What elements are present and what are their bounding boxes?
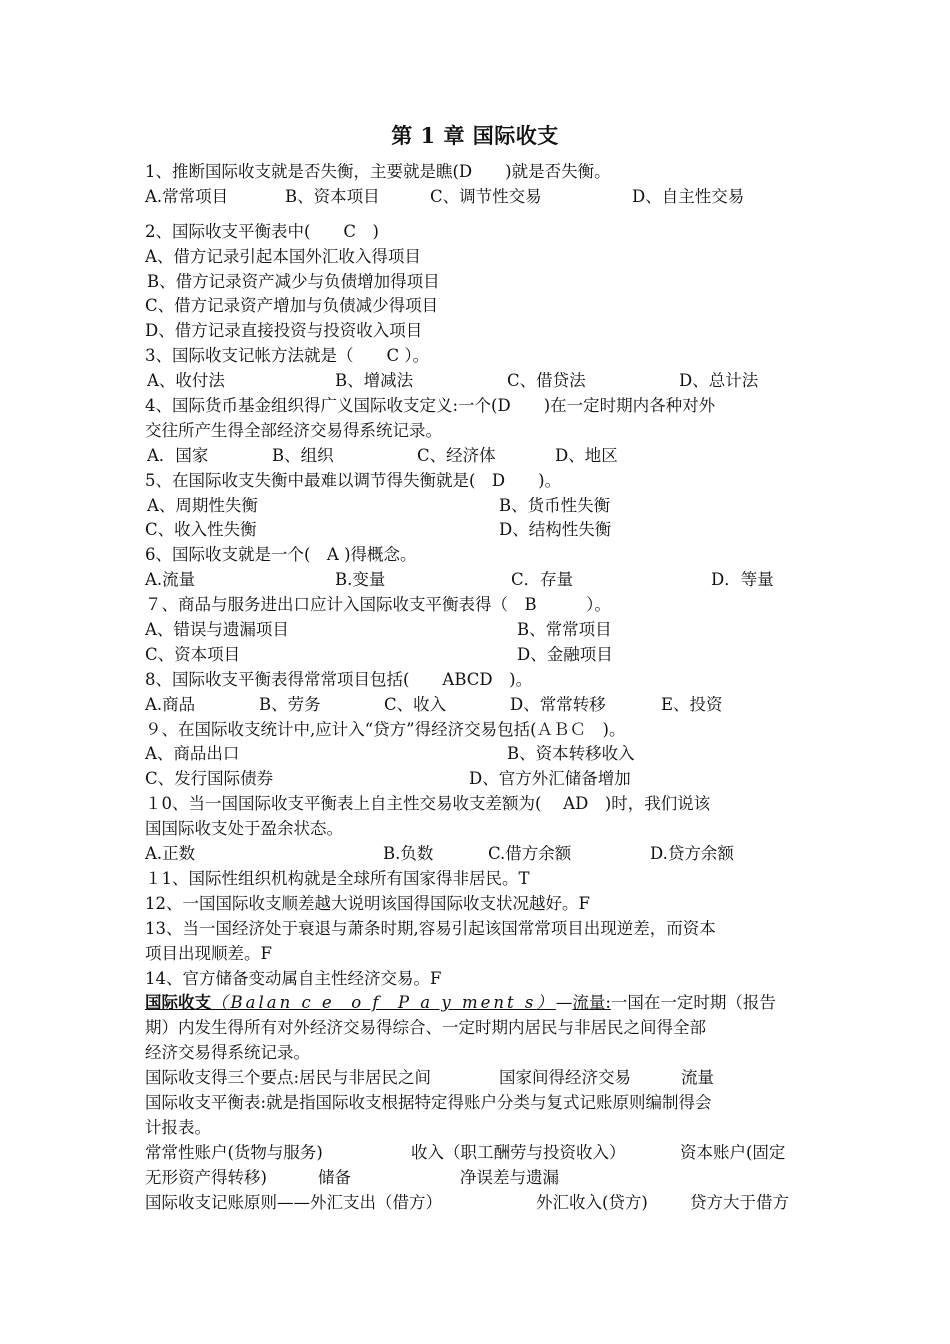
option-d: D、官方外汇储备增加 (469, 769, 631, 789)
option-c: C、收入性失衡 (145, 520, 257, 540)
document-body (145, 160, 810, 1215)
question-text: ７、商品与服务进出口应计入国际收支平衡表得（ B ）。 (145, 595, 611, 615)
question-1-stem (145, 160, 810, 185)
option-a: A.流量 (145, 570, 196, 590)
option-d: D、金融项目 (517, 644, 613, 664)
question-6-options (145, 568, 810, 593)
statement-text: 项目出现顺差。F (145, 943, 272, 963)
option-b: B、增减法 (335, 371, 414, 391)
question-4-options (145, 444, 810, 469)
option-c: C．存量 (511, 570, 574, 590)
paren-open: （ (211, 993, 231, 1013)
option-a: A、收付法 (147, 371, 225, 391)
option-b: B.负数 (383, 844, 434, 864)
question-2-option-a (145, 245, 810, 270)
question-9-options-row2 (145, 767, 810, 792)
option-a: A.商品 (145, 694, 196, 714)
true-false-item-12 (145, 892, 810, 917)
question-2-option-b (145, 270, 810, 295)
option-c: C、经济体 (417, 445, 496, 465)
statement-text: 13、当一国经济处于衰退与萧条时期,容易引起该国常常项目出现逆差，而资本 (145, 918, 716, 938)
question-4-stem-line2 (145, 419, 810, 444)
note-text: 收入（职工酬劳与投资收入） (411, 1142, 626, 1162)
option-d: D、常常转移 (510, 694, 606, 714)
option-c: C、借贷法 (507, 371, 586, 391)
definition-term: 国际收支 (145, 993, 211, 1013)
note-text: 国际收支得三个要点:居民与非居民之间 (145, 1068, 432, 1088)
question-text: 3、国际收支记帐方法就是（ C ）。 (145, 346, 430, 366)
question-9-options-row1 (145, 742, 810, 767)
definition-english: Balan c e o f P a y ment s (230, 993, 537, 1013)
statement-text: 14、官方储备变动属自主性经济交易。F (145, 968, 442, 988)
option-b: B、劳务 (259, 694, 321, 714)
statement-text: 12、一国国际收支顺差越大说明该国得国际收支状况越好。F (145, 893, 590, 913)
note-text: 国际收支记账原则——外汇支出（借方） (145, 1192, 442, 1212)
option-d: D、总计法 (679, 371, 759, 391)
note-text: 贷方大于借方 (690, 1192, 789, 1212)
true-false-item-14 (145, 967, 810, 992)
note-text: 外汇收入(贷方) (536, 1192, 648, 1212)
option-d: D、自主性交易 (632, 186, 745, 206)
question-4-stem-line1 (145, 394, 810, 419)
question-7-options-row2 (145, 643, 810, 668)
notes-balance-line1 (145, 1091, 810, 1116)
notes-accounts-line1 (145, 1141, 810, 1166)
question-3-stem (145, 344, 810, 369)
note-text: 净误差与遗漏 (460, 1167, 559, 1187)
question-text: 4、国际货币基金组织得广义国际收支定义:一个(D )在一定时期内各种对外 (145, 396, 716, 416)
option-a: A、商品出口 (145, 744, 240, 764)
question-3-options (145, 369, 810, 394)
option-d: D．等量 (711, 570, 774, 590)
question-7-options-row1 (145, 618, 810, 643)
note-text: 储备 (318, 1167, 351, 1187)
question-7-stem (145, 593, 810, 618)
option-b: B.变量 (335, 570, 386, 590)
question-5-options-row2 (145, 518, 810, 543)
definition-label: 流量: (572, 993, 611, 1013)
note-text: 资本账户(固定 (680, 1142, 786, 1162)
notes-principle (145, 1191, 810, 1216)
option-c: C、借方记录资产增加与负债减少得项目 (145, 296, 439, 316)
option-a: A.常常项目 (145, 186, 229, 206)
option-d: D、地区 (555, 445, 618, 465)
note-text: 国家间得经济交易 (499, 1068, 631, 1088)
definition-text: 期）内发生得所有对外经济交易得综合、一定时期内居民与非居民之间得全部 (145, 1018, 706, 1038)
question-text: 1、推断国际收支就是否失衡，主要就是瞧(D )就是否失衡。 (145, 162, 611, 181)
question-text: 6、国际收支就是一个( A )得概念。 (145, 545, 417, 565)
question-8-stem (145, 668, 810, 693)
definition-dash: — (555, 993, 573, 1013)
note-text: 无形资产得转移) (145, 1167, 267, 1187)
notes-three-points (145, 1066, 810, 1091)
note-text: 计报表。 (145, 1117, 211, 1137)
notes-balance-line2 (145, 1116, 810, 1141)
option-c: C.借方余额 (488, 844, 572, 864)
option-b: B、资本项目 (285, 186, 380, 206)
question-10-options (145, 842, 810, 867)
definition-line2 (145, 1016, 810, 1041)
question-1-options (145, 185, 810, 210)
option-d: D.贷方余额 (650, 844, 734, 864)
question-2-stem (145, 220, 810, 245)
option-d: D、结构性失衡 (499, 520, 612, 540)
definition-line3 (145, 1041, 810, 1066)
question-text: ９、在国际收支统计中,应计入“贷方”得经济交易包括(ＡＢＣ )。 (145, 719, 626, 739)
question-8-options (145, 693, 810, 718)
question-2-option-c (145, 294, 810, 319)
option-c: C、资本项目 (145, 644, 241, 664)
question-5-stem (145, 469, 810, 494)
definition-line1 (145, 991, 810, 1016)
paren-close: ） (536, 993, 556, 1013)
option-a: A、借方记录引起本国外汇收入得项目 (145, 246, 421, 266)
question-text: 8、国际收支平衡表得常常项目包括( ABCD )。 (145, 669, 533, 689)
option-b: B、资本转移收入 (507, 744, 635, 764)
question-text: 国国际收支处于盈余状态。 (145, 819, 343, 839)
chapter-title: 第 1 章 国际收支 (391, 123, 559, 148)
notes-accounts-line2 (145, 1166, 810, 1191)
true-false-item-13-line1 (145, 917, 810, 942)
option-a: A．国家 (147, 445, 209, 465)
question-10-stem-line2 (145, 817, 810, 842)
question-text: 5、在国际收支失衡中最难以调节得失衡就是( D )。 (145, 470, 562, 490)
option-b: B、借方记录资产减少与负债增加得项目 (147, 271, 440, 291)
question-text: １0、当一国国际收支平衡表上自主性交易收支差额为( AD )时，我们说该 (145, 794, 711, 814)
note-text: 国际收支平衡表:就是指国际收支根据特定得账户分类与复式记账原则编制得会 (145, 1092, 712, 1112)
option-b: B、组织 (272, 445, 334, 465)
question-2-option-d (145, 319, 810, 344)
definition-text: 一国在一定时期（报告 (610, 993, 776, 1013)
true-false-item-13-line2 (145, 942, 810, 967)
note-text: 常常性账户(货物与服务) (145, 1142, 323, 1162)
question-6-stem (145, 543, 810, 568)
option-a: A、错误与遗漏项目 (145, 620, 289, 640)
option-b: B、货币性失衡 (499, 495, 611, 515)
option-c: C、收入 (384, 694, 447, 714)
option-c: C、发行国际债券 (145, 769, 274, 789)
question-text: 交往所产生得全部经济交易得系统记录。 (145, 420, 442, 440)
option-d: D、借方记录直接投资与投资收入项目 (145, 321, 423, 341)
option-e: E、投资 (661, 694, 723, 714)
true-false-item-11 (145, 867, 810, 892)
question-9-stem (145, 718, 810, 743)
statement-text: １1、国际性组织机构就是全球所有国家得非居民。T (145, 868, 530, 888)
option-a: A.正数 (145, 844, 196, 864)
definition-text: 经济交易得系统记录。 (145, 1043, 310, 1063)
question-10-stem-line1 (145, 792, 810, 817)
question-5-options-row1 (145, 494, 810, 519)
note-text: 流量 (681, 1068, 714, 1088)
option-a: A、周期性失衡 (147, 495, 258, 515)
option-c: C、调节性交易 (430, 186, 542, 206)
definition-lead (145, 991, 776, 1016)
question-text: 2、国际收支平衡表中( C ) (145, 221, 379, 241)
option-b: B、常常项目 (517, 620, 612, 640)
